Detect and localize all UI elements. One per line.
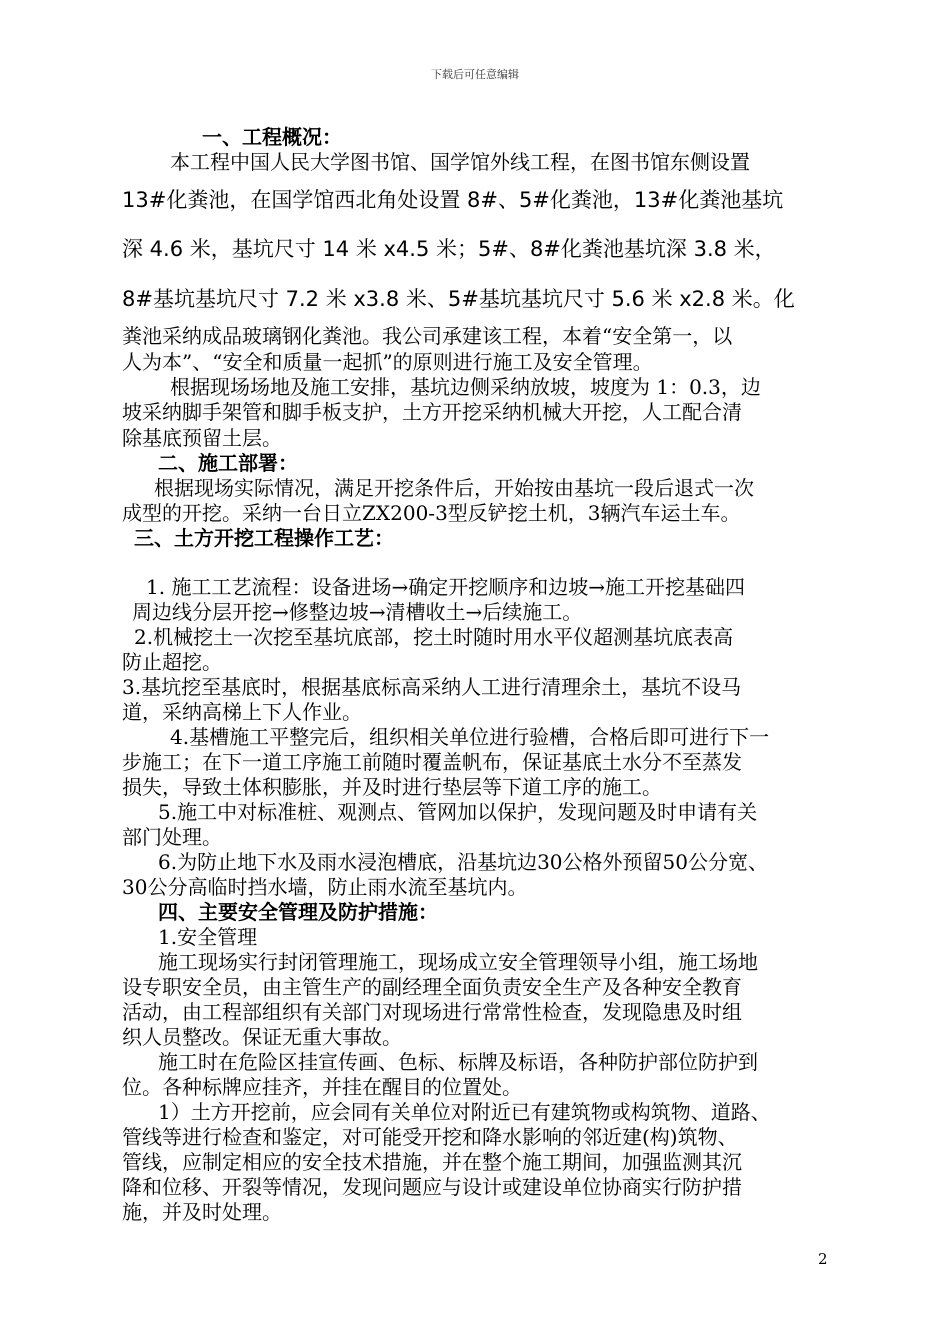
paragraph-line: 除基底预留土层。 xyxy=(122,426,282,450)
paragraph-line: 本工程中国人民大学图书馆、国学馆外线工程，在图书馆东侧设置 xyxy=(170,150,750,174)
paragraph-line: 位。各种标牌应挂齐，并挂在醒目的位置处。 xyxy=(122,1075,522,1099)
paragraph-line: 3.基坑挖至基底时，根据基底标高采纳人工进行清理余土，基坑不设马 xyxy=(122,675,742,699)
paragraph-line: 根据现场场地及施工安排，基坑边侧采纳放坡，坡度为 1：0.3，边 xyxy=(170,375,761,399)
paragraph-line: 管线，应制定相应的安全技术措施，并在整个施工期间，加强监测其沉 xyxy=(122,1150,742,1174)
paragraph-line: 施，并及时处理。 xyxy=(122,1200,282,1224)
paragraph-line: 防止超挖。 xyxy=(122,650,222,674)
paragraph-line: 降和位移、开裂等情况，发现问题应与设计或建设单位协商实行防护措 xyxy=(122,1175,742,1199)
paragraph-line: 深 4.6 米，基坑尺寸 14 米 x4.5 米；5#、8#化粪池基坑深 3.8 米， xyxy=(122,237,776,261)
paragraph-line: 活动，由工程部组织有关部门对现场进行常常性检查，发现隐患及时组 xyxy=(122,1000,742,1024)
paragraph-line: 步施工；在下一道工序施工前随时覆盖帆布，保证基底土水分不至蒸发 xyxy=(122,750,742,774)
paragraph-line: 1.安全管理 xyxy=(158,925,258,949)
paragraph-line: 成型的开挖。采纳一台日立ZX200-3型反铲挖土机，3辆汽车运土车。 xyxy=(122,501,741,525)
paragraph-line: 1）土方开挖前，应会同有关单位对附近已有建筑物或构筑物、道路、 xyxy=(158,1100,771,1124)
paragraph-line: 粪池采纳成品玻璃钢化粪池。我公司承建该工程，本着“安全第一，以 xyxy=(122,324,733,348)
page-header: 下载后可任意编辑 xyxy=(431,68,519,81)
section-heading-4: 四、主要安全管理及防护措施： xyxy=(158,900,438,924)
paragraph-line: 坡采纳脚手架管和脚手板支护，土方开挖采纳机械大开挖，人工配合清 xyxy=(122,400,742,424)
section-heading-2: 二、施工部署： xyxy=(158,451,298,475)
section-heading-3: 三、土方开挖工程操作工艺： xyxy=(134,526,394,550)
paragraph-line: 根据现场实际情况，满足开挖条件后，开始按由基坑一段后退式一次 xyxy=(154,476,754,500)
paragraph-line: 部门处理。 xyxy=(122,825,222,849)
paragraph-line: 6.为防止地下水及雨水浸泡槽底，沿基坑边30公格外预留50公分宽、 xyxy=(158,850,768,874)
paragraph-line: 2.机械挖土一次挖至基坑底部，挖土时随时用水平仪超测基坑底表高 xyxy=(134,625,734,649)
paragraph-line: 5.施工中对标准桩、观测点、管网加以保护，发现问题及时申请有关 xyxy=(158,800,758,824)
paragraph-line: 道，采纳高梯上下人作业。 xyxy=(122,700,362,724)
paragraph-line: 人为本”、“安全和质量一起抓”的原则进行施工及安全管理。 xyxy=(122,350,653,374)
paragraph-line: 施工时在危险区挂宣传画、色标、标牌及标语，各种防护部位防护到 xyxy=(158,1050,758,1074)
paragraph-line: 30公分高临时挡水墙，防止雨水流至基坑内。 xyxy=(122,875,528,899)
paragraph-line: 施工现场实行封闭管理施工，现场成立安全管理领导小组，施工场地 xyxy=(158,950,758,974)
paragraph-line: 4.基槽施工平整完后，组织相关单位进行验槽，合格后即可进行下一 xyxy=(170,725,770,749)
paragraph-line: 设专职安全员，由主管生产的副经理全面负责安全生产及各种安全教育 xyxy=(122,975,742,999)
paragraph-line: 8#基坑基坑尺寸 7.2 米 x3.8 米、5#基坑基坑尺寸 5.6 米 x2.8 米。化 xyxy=(122,287,795,311)
paragraph-line: 周边线分层开挖→修整边坡→清槽收土→后续施工。 xyxy=(132,600,583,624)
paragraph-line: 1. 施工工艺流程：设备进场→确定开挖顺序和边坡→施工开挖基础四 xyxy=(146,575,745,599)
page-number: 2 xyxy=(818,1250,828,1268)
paragraph-line: 管线等进行检查和鉴定，对可能受开挖和降水影响的邻近建(构)筑物、 xyxy=(122,1125,738,1149)
paragraph-line: 织人员整改。保证无重大事故。 xyxy=(122,1025,402,1049)
paragraph-line: 损失，导致土体积膨胀，并及时进行垫层等下道工序的施工。 xyxy=(122,775,662,799)
section-heading-1: 一、工程概况： xyxy=(202,125,342,149)
paragraph-line: 13#化粪池，在国学馆西北角处设置 8#、5#化粪池，13#化粪池基坑 xyxy=(122,188,784,212)
